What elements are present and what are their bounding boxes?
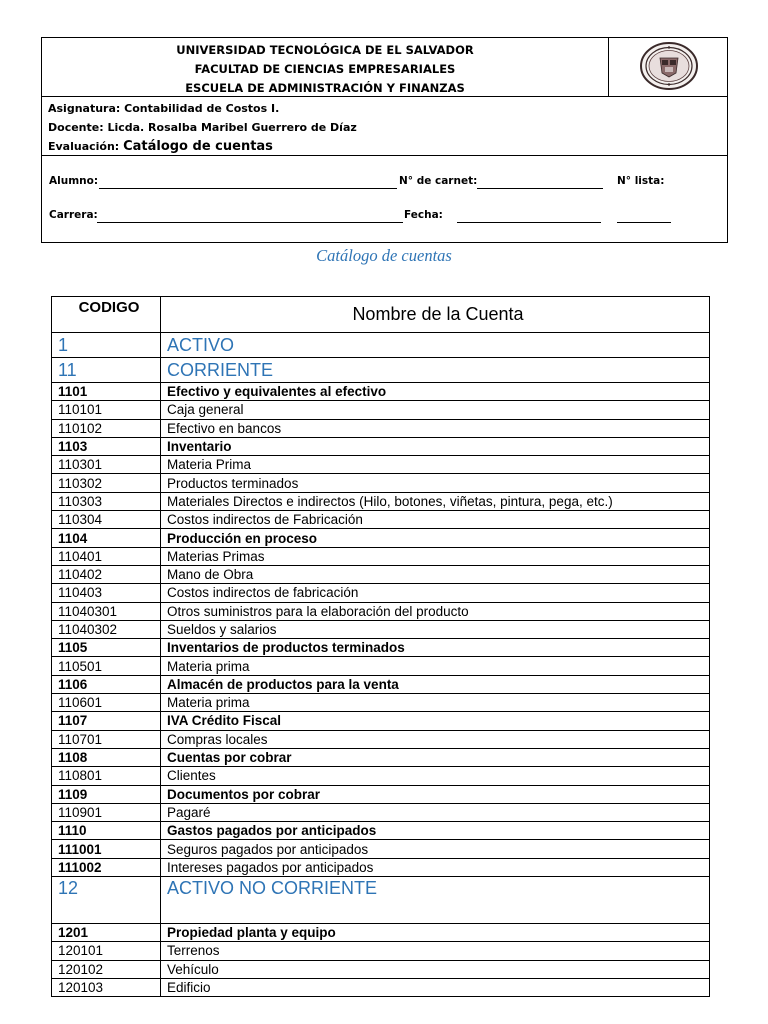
account-name: Materia prima (161, 694, 710, 712)
account-name: Intereses pagados por anticipados (161, 858, 710, 876)
table-row (52, 639, 710, 657)
account-code: 1110 (52, 822, 161, 840)
account-code: 11 (52, 358, 161, 383)
account-name: Terrenos (161, 942, 710, 960)
fecha-field[interactable] (457, 222, 601, 223)
table-row (52, 877, 710, 924)
table-row (52, 456, 710, 474)
account-code: 1108 (52, 748, 161, 766)
evaluacion-value: Catálogo de cuentas (123, 139, 273, 154)
account-name: Caja general (161, 401, 710, 419)
carrera-label: Carrera: (49, 209, 98, 221)
document-title: Catálogo de cuentas (316, 246, 452, 265)
account-code: 110402 (52, 565, 161, 583)
account-code: 120102 (52, 960, 161, 978)
account-code: 1106 (52, 675, 161, 693)
table-row (52, 978, 710, 996)
account-name: Edificio (161, 978, 710, 996)
account-code: 110501 (52, 657, 161, 675)
school-name: ESCUELA DE ADMINISTRACIÓN Y FINANZAS (185, 81, 465, 95)
account-code: 110701 (52, 730, 161, 748)
account-code: 11040302 (52, 620, 161, 638)
table-row (52, 474, 710, 492)
header-title-row (42, 38, 727, 97)
table-header-row (52, 297, 710, 333)
account-code: 110601 (52, 694, 161, 712)
table-row (52, 419, 710, 437)
account-code: 110403 (52, 584, 161, 602)
table-row (52, 565, 710, 583)
account-code: 1103 (52, 437, 161, 455)
table-row (52, 960, 710, 978)
account-name: Productos terminados (161, 474, 710, 492)
account-name: Clientes (161, 767, 710, 785)
table-row (52, 822, 710, 840)
table-row (52, 712, 710, 730)
carrera-field[interactable] (97, 222, 403, 223)
table-row (52, 657, 710, 675)
account-name: Pagaré (161, 803, 710, 821)
table-row (52, 333, 710, 358)
account-code: 110401 (52, 547, 161, 565)
account-name: Gastos pagados por anticipados (161, 822, 710, 840)
account-name: Costos indirectos de Fabricación (161, 511, 710, 529)
account-name: CORRIENTE (161, 358, 710, 383)
alumno-field[interactable] (99, 188, 397, 189)
table-row (52, 942, 710, 960)
table-row (52, 694, 710, 712)
table-row (52, 529, 710, 547)
account-name: Compras locales (161, 730, 710, 748)
account-name: Documentos por cobrar (161, 785, 710, 803)
account-code: 1105 (52, 639, 161, 657)
account-name: Sueldos y salarios (161, 620, 710, 638)
table-row (52, 584, 710, 602)
column-header-name: Nombre de la Cuenta (161, 297, 710, 333)
account-code: 1201 (52, 924, 161, 942)
table-row (52, 785, 710, 803)
table-row (52, 511, 710, 529)
table-row (52, 858, 710, 876)
account-name: Producción en proceso (161, 529, 710, 547)
account-name: Inventario (161, 437, 710, 455)
account-name: Materia prima (161, 657, 710, 675)
account-name: Seguros pagados por anticipados (161, 840, 710, 858)
account-code: 110101 (52, 401, 161, 419)
table-row (52, 924, 710, 942)
table-row (52, 620, 710, 638)
account-code: 1107 (52, 712, 161, 730)
account-code: 110801 (52, 767, 161, 785)
account-code: 11040301 (52, 602, 161, 620)
account-code: 1104 (52, 529, 161, 547)
docente-line: Docente: Licda. Rosalba Maribel Guerrero de Díaz (48, 121, 357, 134)
account-name: Costos indirectos de fabricación (161, 584, 710, 602)
accounts-catalog-table (51, 296, 710, 997)
table-row (52, 748, 710, 766)
table-row (52, 730, 710, 748)
account-name: Cuentas por cobrar (161, 748, 710, 766)
account-code: 120103 (52, 978, 161, 996)
account-name: Almacén de productos para la venta (161, 675, 710, 693)
account-name: ACTIVO NO CORRIENTE (161, 877, 710, 924)
account-name: Inventarios de productos terminados (161, 639, 710, 657)
account-name: Materiales Directos e indirectos (Hilo, botones, viñetas, pintura, pega, etc.) (161, 492, 710, 510)
table-row (52, 602, 710, 620)
account-name: Materia Prima (161, 456, 710, 474)
table-row (52, 358, 710, 383)
account-code: 1101 (52, 383, 161, 401)
account-code: 12 (52, 877, 161, 924)
header-info-row (42, 97, 727, 156)
account-code: 110303 (52, 492, 161, 510)
account-code: 111002 (52, 858, 161, 876)
table-row (52, 437, 710, 455)
document-header (41, 37, 728, 243)
table-row (52, 767, 710, 785)
faculty-name: FACULTAD DE CIENCIAS EMPRESARIALES (194, 62, 456, 76)
account-name: Mano de Obra (161, 565, 710, 583)
account-code: 1109 (52, 785, 161, 803)
carnet-label: N° de carnet: (399, 175, 478, 187)
table-row (52, 803, 710, 821)
account-code: 110901 (52, 803, 161, 821)
fecha-label: Fecha: (404, 209, 443, 221)
table-row (52, 401, 710, 419)
column-header-code: CODIGO (52, 297, 161, 333)
table-row (52, 492, 710, 510)
seal-cell (608, 38, 727, 96)
account-name: ACTIVO (161, 333, 710, 358)
account-code: 110301 (52, 456, 161, 474)
institution-lines (42, 41, 608, 98)
account-name: Otros suministros para la elaboración del producto (161, 602, 710, 620)
account-code: 110304 (52, 511, 161, 529)
header-fields-row (42, 156, 727, 242)
alumno-label: Alumno: (49, 175, 99, 187)
table-row (52, 383, 710, 401)
university-seal-icon (640, 42, 698, 90)
table-row (52, 547, 710, 565)
account-name: Efectivo y equivalentes al efectivo (161, 383, 710, 401)
evaluacion-label: Evaluación: (48, 140, 120, 153)
lista-label: N° lista: (617, 175, 665, 187)
evaluacion-line (48, 137, 721, 156)
lista-field[interactable] (617, 222, 671, 223)
account-code: 1 (52, 333, 161, 358)
asignatura-line: Asignatura: Contabilidad de Costos I. (48, 102, 280, 115)
carnet-field[interactable] (477, 188, 603, 189)
account-code: 111001 (52, 840, 161, 858)
account-code: 110102 (52, 419, 161, 437)
account-name: Materias Primas (161, 547, 710, 565)
account-code: 110302 (52, 474, 161, 492)
account-name: Propiedad planta y equipo (161, 924, 710, 942)
university-name: UNIVERSIDAD TECNOLÓGICA DE EL SALVADOR (176, 43, 474, 57)
account-code: 120101 (52, 942, 161, 960)
table-row (52, 675, 710, 693)
account-name: Vehículo (161, 960, 710, 978)
account-name: Efectivo en bancos (161, 419, 710, 437)
table-row (52, 840, 710, 858)
account-name: IVA Crédito Fiscal (161, 712, 710, 730)
